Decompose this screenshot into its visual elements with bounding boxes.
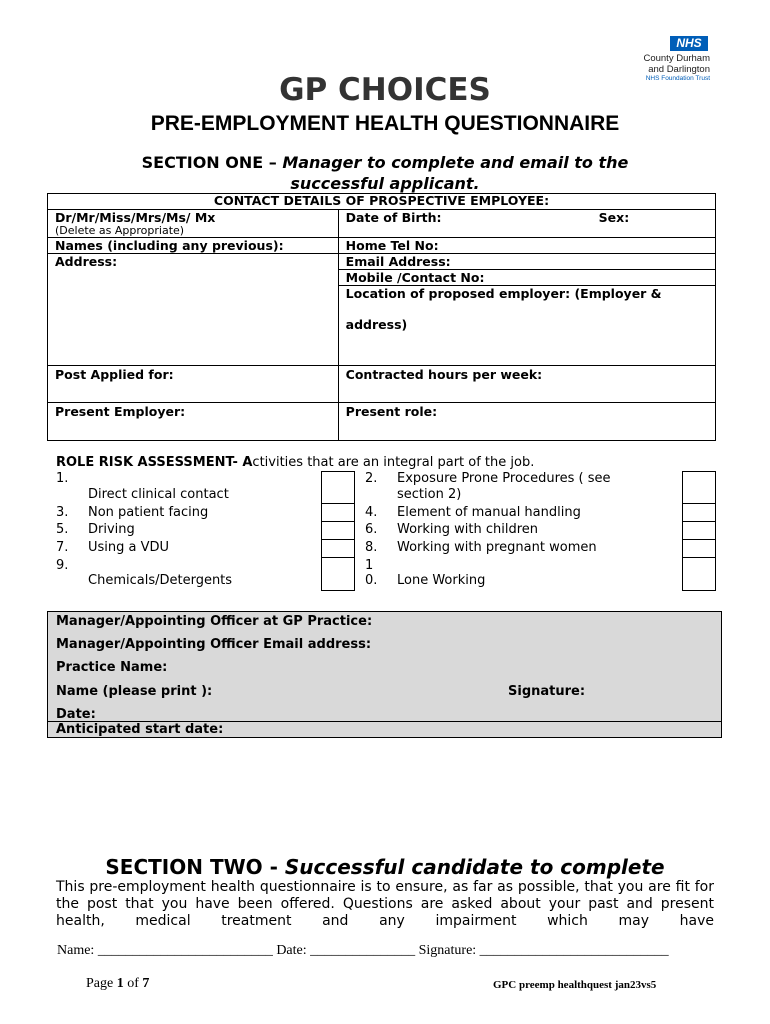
checkbox-epp[interactable]	[682, 471, 716, 504]
sex-label: Sex:	[598, 210, 630, 225]
title-field-label: Dr/Mr/Miss/Mrs/Ms/ Mx	[55, 210, 216, 225]
risk-left-num: 3.	[56, 505, 69, 520]
page-total: 7	[142, 976, 150, 991]
risk-right-label: Exposure Prone Procedures ( see	[397, 471, 611, 486]
risk-right-num: 8.	[365, 540, 378, 555]
nhs-logo: NHS	[670, 36, 708, 51]
risk-left-num: 9.	[56, 558, 69, 573]
email-cell[interactable]	[338, 254, 715, 270]
risk-right-label: section 2)	[397, 487, 462, 502]
email-label: Email Address:	[345, 254, 451, 269]
contact-details-table	[47, 193, 716, 441]
checkbox-pregnant[interactable]	[682, 539, 716, 558]
risk-heading-rest: ctivities that are an integral part of the job.	[252, 455, 535, 470]
org-line1: County Durham	[643, 53, 710, 64]
print-name-label[interactable]: Name (please print ):	[56, 684, 213, 699]
trust-name: NHS Foundation Trust	[645, 75, 710, 82]
checkbox-manual-handling[interactable]	[682, 503, 716, 522]
title-field-cell[interactable]	[48, 210, 339, 238]
org-line2: and Darlington	[648, 64, 710, 75]
address-cell[interactable]	[48, 254, 339, 366]
checkbox-non-patient[interactable]	[321, 503, 355, 522]
risk-left-num: 5.	[56, 522, 69, 537]
home-tel-cell[interactable]	[338, 238, 715, 254]
risk-left-num: 1.	[56, 471, 69, 486]
page-current: 1	[116, 976, 124, 991]
role-label: Present role:	[345, 404, 438, 419]
start-date-label[interactable]: Anticipated start date:	[56, 722, 224, 737]
risk-right-label: Working with pregnant women	[397, 540, 597, 555]
employer-label: Present Employer:	[55, 404, 186, 419]
intro-paragraph: This pre-employment health questionnaire is to ensure, as far as possible, that you are fit for the post that you have been offered. Questions are asked about your past and present health, medical treatment and any impairment which may have	[56, 879, 714, 929]
checkbox-chemicals[interactable]	[321, 557, 355, 591]
dob-label: Date of Birth:	[345, 210, 442, 225]
mobile-label: Mobile /Contact No:	[345, 270, 485, 285]
risk-right-label: Working with children	[397, 522, 539, 537]
risk-left-label: Non patient facing	[88, 505, 209, 520]
risk-right-label: Element of manual handling	[397, 505, 581, 520]
document-subtitle: PRE-EMPLOYMENT HEALTH QUESTIONNAIRE	[150, 112, 620, 135]
risk-right-label: Lone Working	[397, 573, 486, 588]
checkbox-lone-working[interactable]	[682, 557, 716, 591]
page-number	[86, 976, 149, 992]
employer-cell[interactable]	[48, 403, 339, 441]
hours-label: Contracted hours per week:	[345, 367, 543, 382]
section-one-italic-2: successful applicant.	[290, 174, 480, 193]
risk-right-num: 1	[365, 558, 374, 573]
section-two-italic: Successful candidate to complete	[284, 855, 665, 879]
risk-right-num: 0.	[365, 573, 378, 588]
officer-label[interactable]: Manager/Appointing Officer at GP Practice:	[56, 614, 373, 629]
risk-heading	[56, 455, 534, 470]
date-label[interactable]: Date:	[56, 707, 96, 722]
contact-header: CONTACT DETAILS OF PROSPECTIVE EMPLOYEE:	[48, 194, 716, 210]
mobile-cell[interactable]	[338, 270, 715, 286]
signature-line: Name: _________________________ Date: _______________ Signature: ___________________________	[57, 943, 669, 958]
risk-right-num: 6.	[365, 522, 378, 537]
location-label-1: Location of proposed employer: (Employer &	[345, 286, 662, 301]
checkbox-driving[interactable]	[321, 521, 355, 540]
risk-left-label: Direct clinical contact	[88, 487, 229, 502]
risk-right-num: 2.	[365, 471, 378, 486]
risk-right-num: 4.	[365, 505, 378, 520]
checkbox-vdu[interactable]	[321, 539, 355, 558]
risk-left-label: Chemicals/Detergents	[88, 573, 233, 588]
practice-name-label[interactable]: Practice Name:	[56, 660, 168, 675]
section-one-italic-1: Manager to complete and email to the	[282, 153, 629, 172]
address-label: Address:	[55, 254, 118, 269]
manager-box	[47, 611, 722, 738]
names-cell[interactable]	[48, 238, 339, 254]
location-cell[interactable]	[338, 286, 715, 366]
risk-left-label: Driving	[88, 522, 135, 537]
dob-sex-cell[interactable]	[338, 210, 715, 238]
document-reference: GPC preemp healthquest jan23vs5	[493, 979, 657, 991]
post-cell[interactable]	[48, 366, 339, 403]
officer-email-label[interactable]: Manager/Appointing Officer Email address:	[56, 637, 372, 652]
risk-left-label: Using a VDU	[88, 540, 170, 555]
document-title: GP CHOICES	[279, 72, 491, 108]
section-one-prefix: SECTION ONE –	[141, 153, 283, 172]
risk-left-num: 7.	[56, 540, 69, 555]
signature-label[interactable]: Signature:	[508, 684, 586, 699]
post-label: Post Applied for:	[55, 367, 174, 382]
page-of: of	[123, 976, 143, 991]
role-cell[interactable]	[338, 403, 715, 441]
risk-heading-bold: ROLE RISK ASSESSMENT- A	[56, 455, 253, 470]
home-tel-label: Home Tel No:	[345, 238, 439, 253]
delete-note: (Delete as Appropriate)	[55, 224, 185, 237]
page-prefix: Page	[86, 976, 117, 991]
location-label-2: address)	[345, 317, 408, 332]
section-two-prefix: SECTION TWO -	[105, 855, 285, 879]
checkbox-direct-clinical[interactable]	[321, 471, 355, 504]
section-one-heading	[60, 152, 710, 194]
section-two-heading	[0, 855, 770, 879]
hours-cell[interactable]	[338, 366, 715, 403]
names-label: Names (including any previous):	[55, 238, 284, 253]
checkbox-children[interactable]	[682, 521, 716, 540]
